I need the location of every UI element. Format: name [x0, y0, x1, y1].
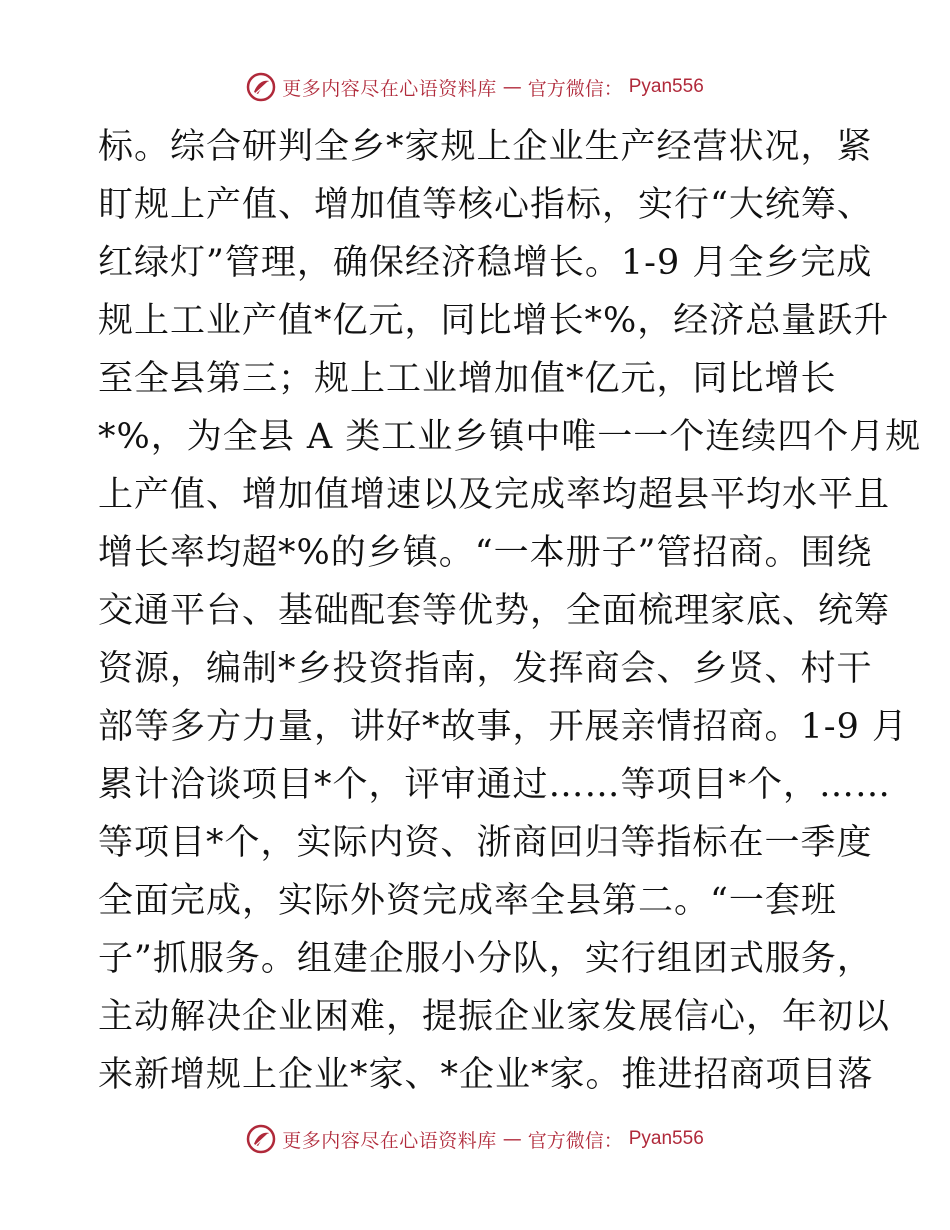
text-line: 至全县第三；规上工业增加值*亿元，同比增长	[98, 359, 837, 399]
watermark-wechat-label: 官方微信：	[527, 77, 623, 100]
text-line: 主动解决企业困难，提振企业家发展信心，年初以	[98, 997, 891, 1037]
watermark-wechat-id: Pyan556	[628, 76, 704, 97]
text-line: 规上工业产值*亿元，同比增长*%，经济总量跃升	[98, 301, 890, 341]
watermark-main-text: 更多内容尽在心语资料库	[282, 1129, 497, 1152]
text-line: *%，为全县 A 类工业乡镇中唯一一个连续四个月规	[98, 417, 922, 457]
text-line: 等项目*个，实际内资、浙商回归等指标在一季度	[98, 823, 873, 863]
text-line: 资源，编制*乡投资指南，发挥商会、乡贤、村干	[98, 649, 873, 689]
text-line: 子”抓服务。组建企服小分队，实行组团式服务，	[98, 939, 873, 979]
watermark-wechat-label: 官方微信：	[527, 1129, 623, 1152]
text-line: 交通平台、基础配套等优势，全面梳理家底、统筹	[98, 591, 891, 631]
text-line: 来新增规上企业*家、*企业*家。推进招商项目落	[98, 1055, 874, 1095]
watermark-separator: —	[502, 76, 522, 98]
footer-watermark	[0, 1124, 950, 1154]
header-watermark	[0, 72, 950, 102]
text-line: 全面完成，实际外资完成率全县第二。“一套班	[98, 881, 837, 921]
body-paragraph	[98, 118, 922, 1104]
text-line: 标。综合研判全乡*家规上企业生产经营状况，紧	[98, 127, 873, 167]
logo-icon	[246, 1124, 276, 1154]
watermark-main-text: 更多内容尽在心语资料库	[282, 77, 497, 100]
watermark-wechat-id: Pyan556	[628, 1128, 704, 1149]
text-line: 上产值、增加值增速以及完成率均超县平均水平且	[98, 475, 891, 515]
watermark-separator: —	[502, 1128, 522, 1150]
text-line: 部等多方力量，讲好*故事，开展亲情招商。1-9 月	[98, 707, 908, 747]
text-line: 盯规上产值、增加值等核心指标，实行“大统筹、	[98, 185, 873, 225]
text-line: 红绿灯”管理，确保经济稳增长。1-9 月全乡完成	[98, 243, 873, 283]
text-line: 增长率均超*%的乡镇。“一本册子”管招商。围绕	[98, 533, 873, 573]
text-line: 累计洽谈项目*个，评审通过……等项目*个，……	[98, 765, 892, 805]
logo-icon	[246, 72, 276, 102]
